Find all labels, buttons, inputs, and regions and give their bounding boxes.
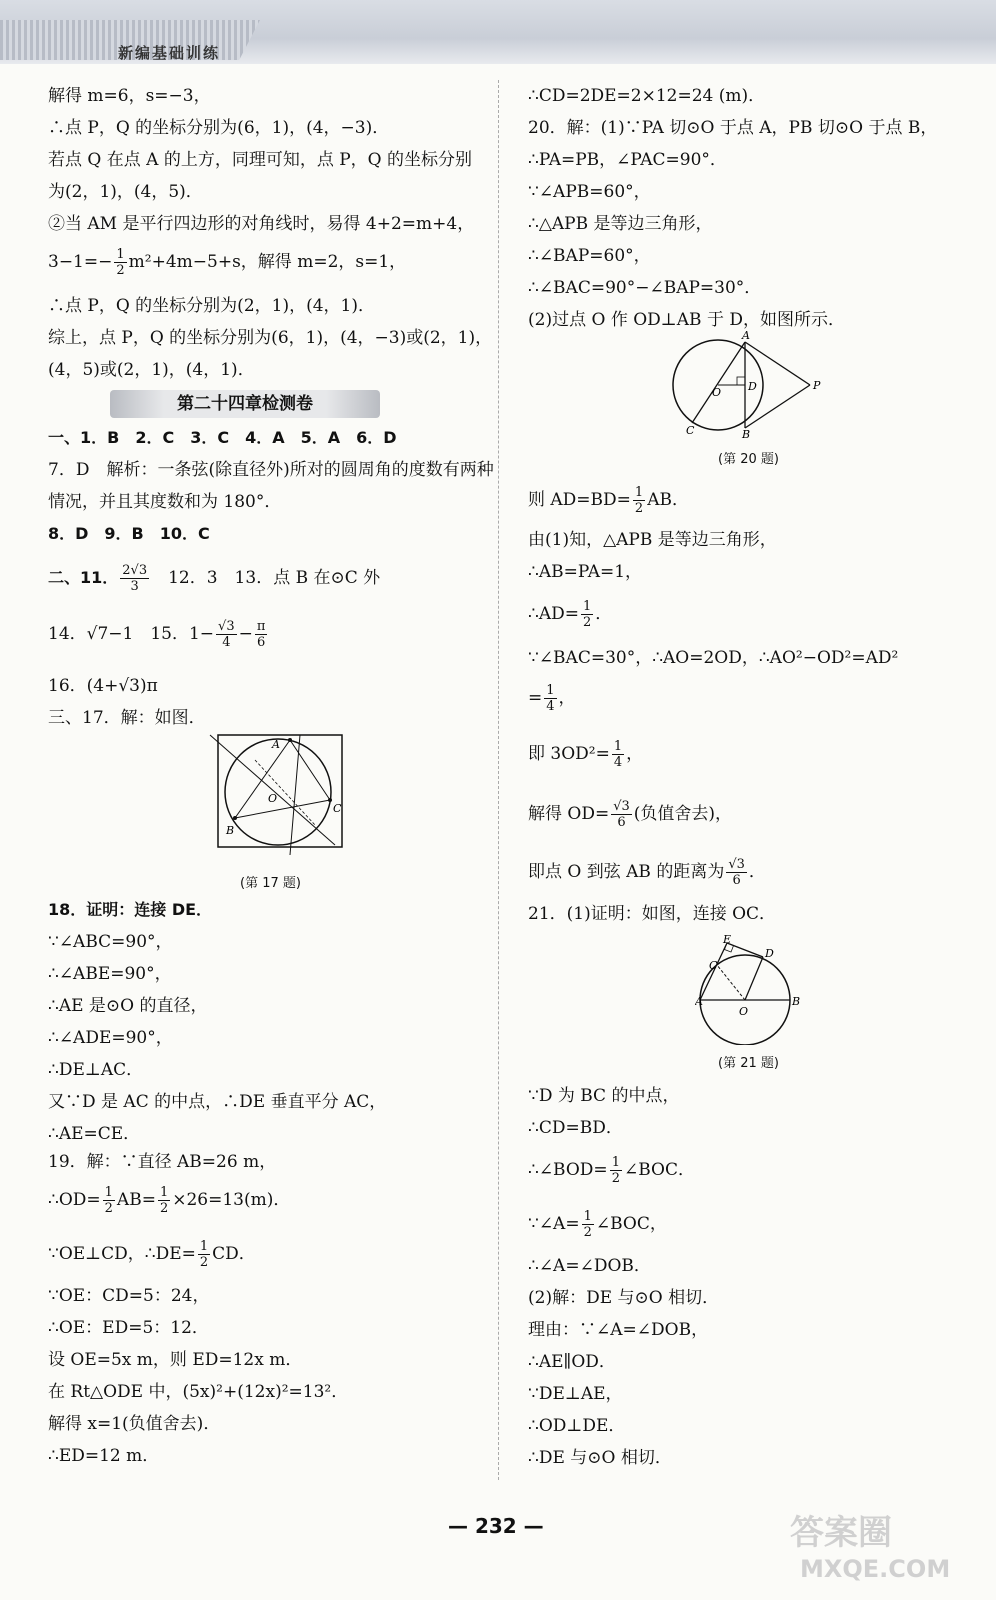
answer-row: 情况，并且其度数和为 180°． xyxy=(48,492,282,512)
q19-line: 19．解：∵直径 AB=26 m， xyxy=(48,1152,277,1172)
figure-20 xyxy=(670,330,830,440)
q19-line: ∴OD= $\frac{1}{2}$ AB= $\frac{1}{2}$ ×26=13(m)． xyxy=(48,1185,291,1216)
q21-line: ∴∠A=∠DOB． xyxy=(528,1256,651,1276)
q21-line: ∴OD⊥DE． xyxy=(528,1416,626,1436)
fig17-label-a: A xyxy=(272,738,280,751)
q20b-line: 解得 OD= $\frac{√3}{6}$ (负值舍去)， xyxy=(528,799,733,830)
q18-line: ∵∠ABC=90°， xyxy=(48,932,173,952)
fig17-label-c: C xyxy=(333,802,342,815)
text-line: ∴点 P，Q 的坐标分别为(2，1)，(4，1)． xyxy=(48,296,375,316)
q21-line: ∵DE⊥AE， xyxy=(528,1384,623,1404)
q20-line: ∴PA=PB，∠PAC=90°． xyxy=(528,150,727,170)
q21-line: 21．(1)证明：如图，连接 OC． xyxy=(528,904,777,924)
q19-line: ∴ED=12 m． xyxy=(48,1446,160,1466)
q18-line: ∴DE⊥AC． xyxy=(48,1060,144,1080)
figure-17 xyxy=(200,730,350,860)
q21-line: ∴AE∥OD． xyxy=(528,1352,616,1372)
q21-line: ∵∠A= $\frac{1}{2}$ ∠BOC， xyxy=(528,1209,667,1240)
page-header xyxy=(0,0,996,64)
q20b-line: 即 3OD²= $\frac{1}{4}$ ， xyxy=(528,739,644,770)
q19-line: ∵OE：CD=5：24， xyxy=(48,1286,210,1306)
fig20-caption: (第 20 题) xyxy=(718,452,779,467)
text-line: 若点 Q 在点 A 的上方，同理可知，点 P，Q 的坐标分别 xyxy=(48,150,473,170)
section-banner: 第二十四章检测卷 xyxy=(110,390,380,418)
figure-21 xyxy=(695,935,805,1045)
fig21-line-od xyxy=(745,957,763,1000)
fig21-label-c: C xyxy=(709,959,718,972)
q18-line: ∴AE=CE． xyxy=(48,1124,141,1144)
q21-line: ∴DE 与⊙O 相切． xyxy=(528,1448,672,1468)
q21-line: ∵D 为 BC 的中点， xyxy=(528,1086,680,1106)
q20b-line: ∵∠BAC=30°，∴AO=2OD，∴AO²−OD²=AD² xyxy=(528,648,899,668)
fig17-caption: (第 17 题) xyxy=(240,876,301,891)
q20b-line: 则 AD=BD= $\frac{1}{2}$ AB． xyxy=(528,485,689,516)
fig20-label-d: D xyxy=(748,380,757,393)
q20-line: ∴∠BAP=60°， xyxy=(528,246,651,266)
q18-line: ∴AE 是⊙O 的直径， xyxy=(48,996,208,1016)
text-line: 为(2，1)，(4，5)． xyxy=(48,182,203,202)
fig17-label-b: B xyxy=(226,824,235,837)
fig21-label-b: B xyxy=(792,995,801,1008)
fig17-point-a xyxy=(288,738,292,742)
fig17-point-b xyxy=(233,816,237,820)
fig20-right-angle xyxy=(737,377,745,385)
q18-line: 又∵D 是 AC 的中点，∴DE 垂直平分 AC， xyxy=(48,1092,387,1112)
fig17-dash xyxy=(255,760,315,825)
header-title: 新编基础训练 xyxy=(118,44,221,62)
text-line-fraction: 3−1=− $\frac{1}{2}$ m²+4m−5+s，解得 m=2，s=1， xyxy=(48,247,407,278)
q18-line: ∴∠ADE=90°， xyxy=(48,1028,173,1048)
text-line: (4，5)或(2，1)，(4，1)． xyxy=(48,360,255,380)
page-number: — 232 — xyxy=(448,1514,544,1538)
q18-line: ∴∠ABE=90°， xyxy=(48,964,172,984)
q20-line: (2)过点 O 作 OD⊥AB 于 D，如图所示． xyxy=(528,310,845,330)
fig17-circle xyxy=(225,739,331,845)
answer-row: 14．√7−1 15．1− $\frac{√3}{4}$ − $\frac{\pi}{6}$ xyxy=(48,619,266,650)
q20-line: ∴∠BAC=90°−∠BAP=30°． xyxy=(528,278,762,298)
fig17-label-o: O xyxy=(268,792,278,805)
q20-line: ∴CD=2DE=2×12=24 (m)． xyxy=(528,86,766,106)
q20b-line: = $\frac{1}{4}$ ， xyxy=(528,683,576,714)
fig20-label-a: A xyxy=(742,330,750,342)
q19-line: 解得 x=1(负值舍去)． xyxy=(48,1414,221,1434)
text-line: 解得 m=6，s=−3， xyxy=(48,86,211,106)
fig21-label-e: E xyxy=(723,935,732,946)
fig21-caption: (第 21 题) xyxy=(718,1056,779,1071)
q20b-line: 即点 O 到弦 AB 的距离为 $\frac{√3}{6}$ ． xyxy=(528,857,766,888)
answer-row: 16．(4+√3)π xyxy=(48,676,158,696)
q20-line: ∵∠APB=60°， xyxy=(528,182,651,202)
fig20-label-c: C xyxy=(686,424,695,437)
q19-line: ∴OE：ED=5：12． xyxy=(48,1318,209,1338)
fig20-label-b: B xyxy=(742,428,751,440)
q21-line: 理由：∵∠A=∠DOB， xyxy=(528,1320,709,1340)
q18-line: 18．证明：连接 DE． xyxy=(48,900,213,919)
column-divider xyxy=(498,80,499,1480)
text-line: ∴点 P，Q 的坐标分别为(6，1)，(4，−3)． xyxy=(48,118,390,138)
watermark-logo: 答案圈 xyxy=(790,1513,892,1553)
q20-line: ∴△APB 是等边三角形， xyxy=(528,214,713,234)
q21-line: ∴CD=BD． xyxy=(528,1118,623,1138)
q20-line: 20．解：(1)∵PA 切⊙O 于点 A，PB 切⊙O 于点 B， xyxy=(528,118,938,138)
fig21-line-oc xyxy=(717,965,745,1000)
q19-line: 在 Rt△ODE 中，(5x)²+(12x)²=13²． xyxy=(48,1382,349,1402)
fig21-label-o: O xyxy=(739,1005,749,1018)
watermark-url: MXQE.COM xyxy=(800,1555,951,1583)
fig21-label-a: A xyxy=(695,995,703,1008)
fig20-tangent-pa xyxy=(745,342,810,385)
q21-line: ∴∠BOD= $\frac{1}{2}$ ∠BOC． xyxy=(528,1155,695,1186)
fig20-label-o: O xyxy=(712,386,722,399)
q20b-line: 由(1)知，△APB 是等边三角形， xyxy=(528,530,777,550)
fig17-chord-bc xyxy=(235,800,330,818)
text-line: 综上，点 P，Q 的坐标分别为(6，1)，(4，−3)或(2，1)， xyxy=(48,328,493,348)
answer-row: 7．D 解析：一条弦(除直径外)所对的圆周角的度数有两种 xyxy=(48,460,494,480)
q19-line: 设 OE=5x m，则 ED=12x m． xyxy=(48,1350,303,1370)
answer-row: 二、11． $\frac{2√3}{3}$ 12．3 13．点 B 在⊙C 外 xyxy=(48,563,381,594)
q21-line: (2)解：DE 与⊙O 相切． xyxy=(528,1288,720,1308)
q20b-line: ∴AD= $\frac{1}{2}$ ． xyxy=(528,599,613,630)
answer-row: 一、1．B 2．C 3．C 4．A 5．A 6．D xyxy=(48,428,397,447)
answer-row: 8．D 9．B 10．C xyxy=(48,524,210,543)
text-line: ②当 AM 是平行四边形的对角线时，易得 4+2=m+4， xyxy=(48,214,475,234)
fig21-label-d: D xyxy=(765,947,774,960)
answer-row: 三、17．解：如图． xyxy=(48,708,206,728)
q19-line: ∵OE⊥CD，∴DE= $\frac{1}{2}$ CD． xyxy=(48,1239,256,1270)
fig17-point-c xyxy=(328,798,332,802)
fig20-label-p: P xyxy=(813,379,821,392)
q20b-line: ∴AB=PA=1， xyxy=(528,562,643,582)
